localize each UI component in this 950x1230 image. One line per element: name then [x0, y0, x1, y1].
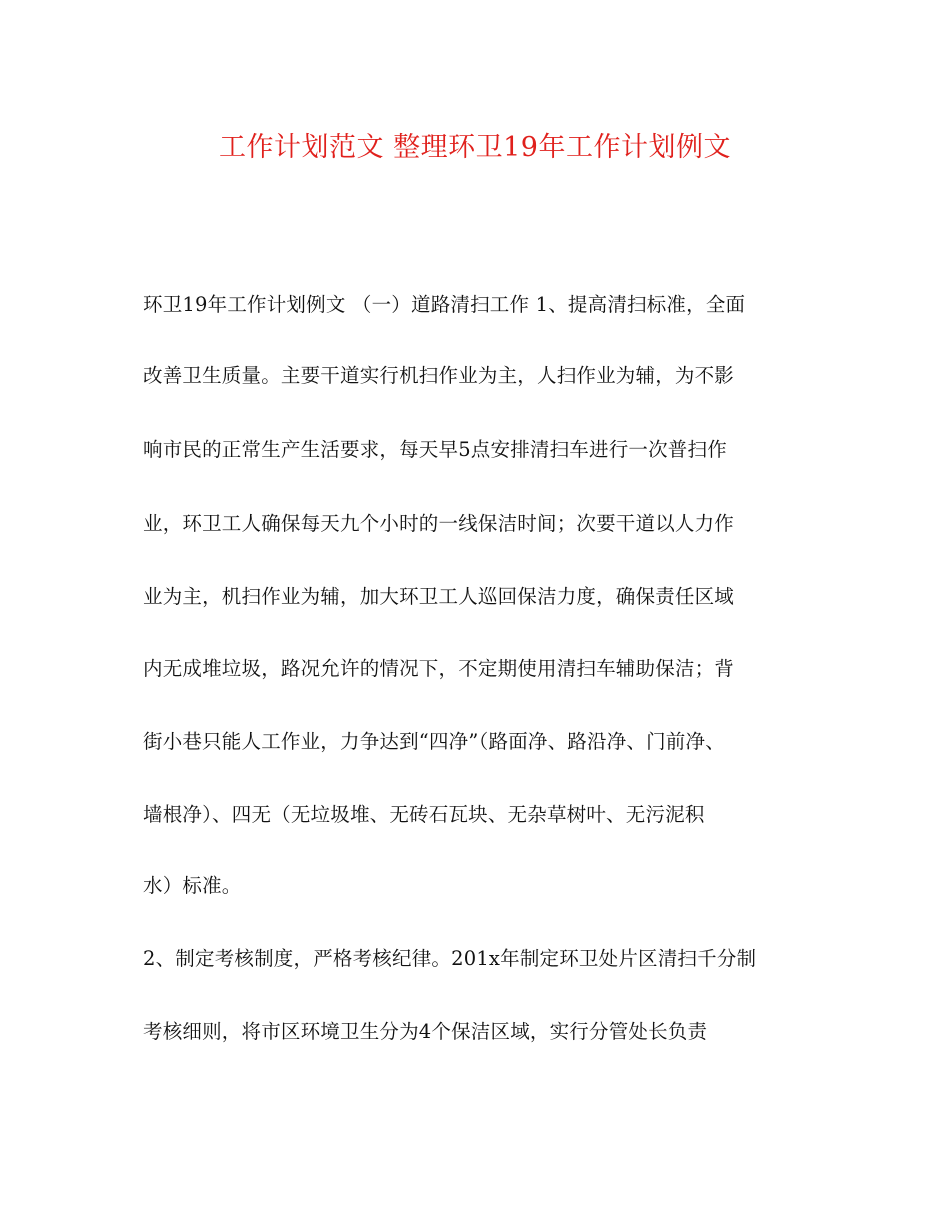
body-line-4: 业，环卫工人确保每天九个小时的一线保洁时间；次要干道以人力作: [143, 512, 735, 535]
document-title: 工作计划范文 整理环卫19年工作计划例文: [219, 132, 731, 163]
body-line-10: 2、制定考核制度，严格考核纪律。201x年制定环卫处片区清扫千分制: [143, 947, 757, 970]
body-line-1: 环卫19年工作计划例文 （一）道路清扫工作 1、提高清扫标准，全面: [143, 293, 746, 316]
body-line-8: 墙根净）、四无（无垃圾堆、无砖石瓦块、无杂草树叶、无污泥积: [143, 803, 705, 826]
body-line-6: 内无成堆垃圾，路况允许的情况下，不定期使用清扫车辅助保洁；背: [143, 657, 735, 680]
body-line-5: 业为主，机扫作业为辅，加大环卫工人巡回保洁力度，确保责任区域: [143, 585, 735, 608]
body-line-9: 水）标准。: [143, 874, 242, 897]
body-line-11: 考核细则，将市区环境卫生分为4个保洁区域，实行分管处长负责: [143, 1020, 708, 1043]
body-line-3: 响市民的正常生产生活要求，每天早5点安排清扫车进行一次普扫作: [143, 438, 727, 461]
body-line-2: 改善卫生质量。主要干道实行机扫作业为主，人扫作业为辅，为不影: [143, 364, 735, 387]
body-line-7: 街小巷只能人工作业，力争达到“四净”（路面净、路沿净、门前净、: [143, 730, 725, 753]
